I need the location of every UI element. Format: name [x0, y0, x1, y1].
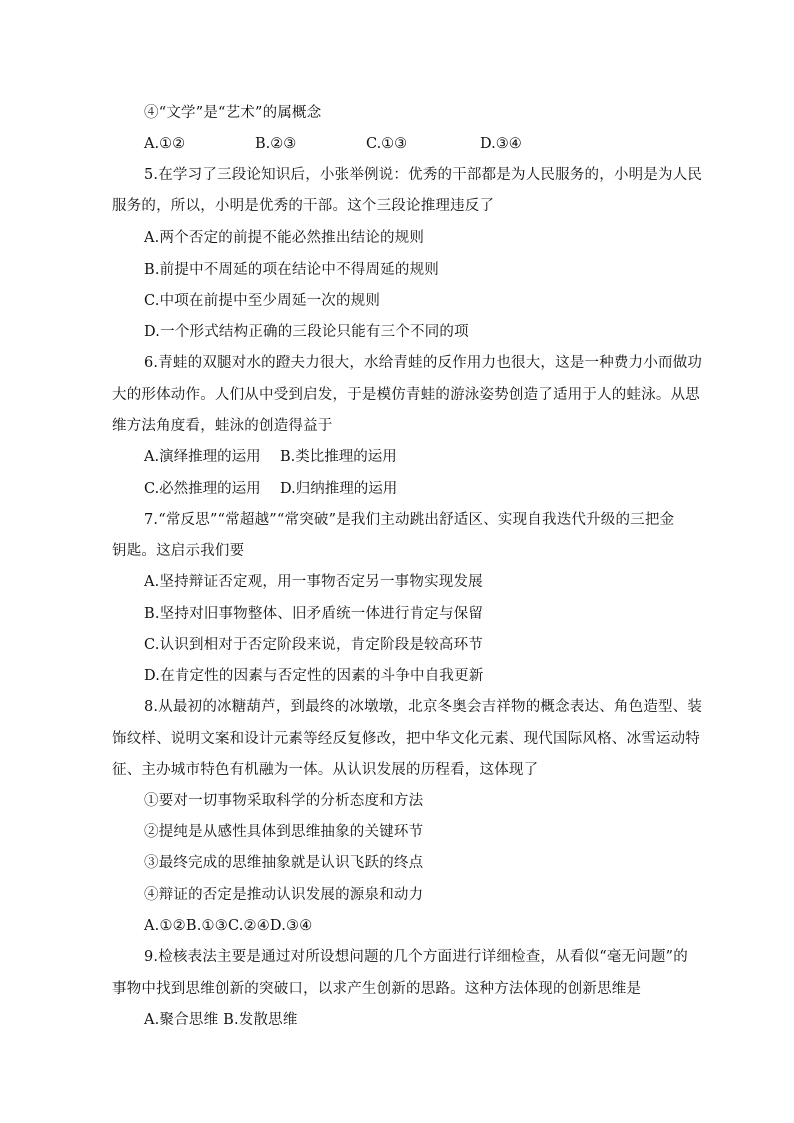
- q8-stem-line-1: 8.从最初的冰糖葫芦，到最终的冰墩墩，北京冬奥会吉祥物的概念表达、角色造型、装: [144, 699, 703, 715]
- q8-stem-line-3: 征、主办城市特色有机融为一体。从认识发展的历程看，这体现了: [112, 762, 539, 778]
- q6-option-a: A.演绎推理的运用: [144, 449, 261, 465]
- q4-option-d: D.③④: [480, 136, 522, 152]
- q6-stem-line-1: 6.青蛙的双腿对水的蹬夫力很大，水给青蛙的反作用力也很大，这是一种费力小而做功: [144, 355, 703, 371]
- q6-stem-line-2: 大的形体动作。人们从中受到启发，于是模仿青蛙的游泳姿势创造了适用于人的蛙泳。从思: [112, 387, 700, 403]
- q6-stem-line-3: 维方法角度看，蛙泳的创造得益于: [112, 418, 333, 434]
- q7-stem-line-2: 钥匙。这启示我们要: [112, 543, 245, 559]
- q7-option-c: C.认识到相对于否定阶段来说，肯定阶段是较高环节: [144, 637, 483, 653]
- q5-option-b: B.前提中不周延的项在结论中不得周延的规则: [144, 262, 439, 278]
- q7-stem-line-1: 7.“常反思”“常超越”“常突破”是我们主动跳出舒适区、实现自我迭代升级的三把金: [144, 512, 675, 528]
- q9-stem-line-2: 事物中找到思维创新的突破口，以求产生创新的思路。这种方法体现的创新思维是: [112, 981, 642, 997]
- q5-option-c: C.中项在前提中至少周延一次的规则: [144, 293, 381, 309]
- q5-stem-line-1: 5.在学习了三段论知识后，小张举例说：优秀的干部都是为人民服务的，小明是为人民: [144, 167, 703, 183]
- q8-item-2: ②提纯是从感性具体到思维抽象的关键环节: [144, 824, 424, 840]
- q7-option-b: B.坚持对旧事物整体、旧矛盾统一体进行肯定与保留: [144, 606, 484, 622]
- q5-option-d: D.一个形式结构正确的三段论只能有三个不同的项: [144, 324, 469, 340]
- q8-item-3: ③最终完成的思维抽象就是认识飞跃的终点: [144, 855, 424, 871]
- q7-option-d: D.在肯定性的因素与否定性的因素的斗争中自我更新: [144, 668, 484, 684]
- q9-options: A.聚合思维 B.发散思维: [144, 1012, 298, 1028]
- q4-option-c: C.①③: [366, 136, 408, 152]
- q6-option-d: D.归纳推理的运用: [280, 481, 398, 497]
- q8-item-1: ①要对一切事物采取科学的分析态度和方法: [144, 793, 424, 809]
- q4-option-b: B.②③: [255, 136, 297, 152]
- q4-item-4: ④“文学”是“艺术”的属概念: [144, 105, 322, 121]
- q5-stem-line-2: 服务的，所以，小明是优秀的干部。这个三段论推理违反了: [112, 198, 495, 214]
- q8-options: A.①②B.①③C.②④D.③④: [144, 918, 313, 934]
- q5-option-a: A.两个否定的前提不能必然推出结论的规则: [144, 230, 425, 246]
- q8-item-4: ④辩证的否定是推动认识发展的源泉和动力: [144, 887, 424, 903]
- q4-option-a: A.①②: [144, 136, 186, 152]
- q6-option-c: C.必然推理的运用: [144, 481, 261, 497]
- q6-option-b: B.类比推理的运用: [280, 449, 397, 465]
- q8-stem-line-2: 饰纹样、说明文案和设计元素等经反复修改，把中华文化元素、现代国际风格、冰雪运动特: [112, 731, 700, 747]
- q7-option-a: A.坚持辩证否定观，用一事物否定另一事物实现发展: [144, 574, 483, 590]
- q9-stem-line-1: 9.检核表法主要是通过对所设想问题的几个方面进行详细检查，从看似“毫无问题”的: [144, 949, 688, 965]
